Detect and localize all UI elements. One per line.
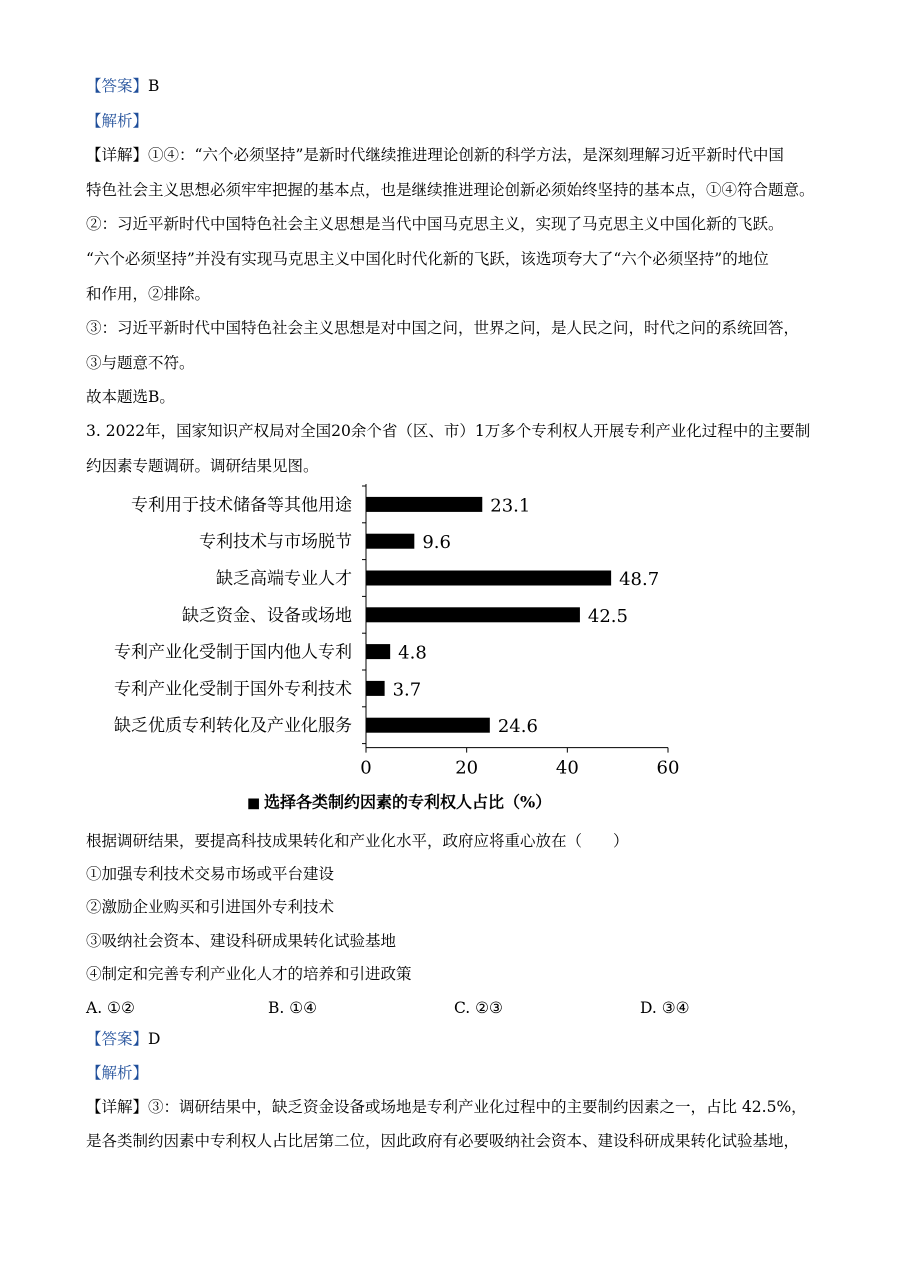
detail-line-4: “六个必须坚持”并没有实现马克思主义中国化时代化新的飞跃，该选项夸大了“六个必须坚持”的地位 [86,250,769,268]
data-label: 42.5 [587,605,628,627]
option-c[interactable]: C. ②③ [454,999,503,1017]
detail-line-2: 特色社会主义思想必须牢牢把握的基本点，也是继续推进理论创新必须始终坚持的基本点，①④符合题意。 [86,181,815,199]
bar [366,644,390,659]
detail-line-7: ③与题意不符。 [86,354,195,372]
category-label: 缺乏高端专业人才 [216,569,352,589]
category-label: 专利用于技术储备等其他用途 [131,495,352,516]
detail2-line-1 [86,1097,807,1117]
x-tick-label: 40 [555,757,579,779]
bar [366,681,385,696]
bar [366,571,611,586]
data-label: 24.6 [497,716,538,738]
data-label: 3.7 [392,679,422,701]
detail2-line-2: 是各类制约因素中专利权人占比居第二位，因此政府有必要吸纳社会资本、建设科研成果转化试验基地， [86,1132,800,1150]
bar [366,497,482,512]
data-label: 9.6 [422,532,451,554]
answer-tag: 【答案】 [86,1030,149,1048]
analysis-tag: 【解析】 [86,112,149,130]
answer-tag: 【答案】 [86,77,149,95]
category-label: 缺乏优质专利转化及产业化服务 [114,716,352,737]
question-3-line-1: 3. 2022年，国家知识产权局对全国20余个省（区、市）1万多个专利权人开展专利产业化过程中的主要制 [86,422,811,440]
question-3-line-2: 约因素专题调研。调研结果见图。 [86,457,319,475]
x-tick-label: 20 [455,757,479,779]
bar [366,718,490,733]
bar [366,607,580,622]
conclusion-line: 故本题选B。 [86,388,175,406]
detail-line-1 [86,145,784,165]
answer-line-1 [86,76,159,96]
bar-chart-svg [90,480,730,810]
category-label: 专利产业化受制于国外专利技术 [114,679,352,700]
answer-value: B [148,77,160,95]
statement-2: ②激励企业购买和引进国外专利技术 [86,898,335,916]
statement-4: ④制定和完善专利产业化人才的培养和引进政策 [86,965,412,983]
detail-tag: 【详解】 [86,146,149,164]
data-label: 48.7 [619,569,660,590]
detail-text: ③：调研结果中，缺乏资金设备或场地是专利产业化过程中的主要制约因素之一，占比 42.5%， [148,1098,807,1116]
data-label: 4.8 [398,642,427,664]
detail-line-6: ③：习近平新时代中国特色社会主义思想是对中国之问，世界之问，是人民之问，时代之问的系统回答， [86,319,800,337]
statement-3: ③吸纳社会资本、建设科研成果转化试验基地 [86,932,397,950]
detail-tag: 【详解】 [86,1098,149,1116]
data-label: 23.1 [490,495,531,517]
x-tick-label: 0 [360,757,372,779]
option-b[interactable]: B. ①④ [268,999,318,1017]
statement-1: ①加强专利技术交易市场或平台建设 [86,865,335,883]
bar [366,534,414,549]
question-stem: 根据调研结果，要提高科技成果转化和产业化水平，政府应将重心放在（ ） [86,832,629,850]
detail-text: ①④：“六个必须坚持”是新时代继续推进理论创新的科学方法，是深刻理解习近平新时代中国 [148,146,784,164]
legend-marker: ■ [247,795,261,810]
legend-label: 选择各类制约因素的专利权人占比（%） [264,792,552,810]
option-a[interactable]: A. ①② [86,999,135,1017]
category-label: 缺乏资金、设备或场地 [182,605,352,626]
detail-line-5: 和作用，②排除。 [86,285,211,303]
category-label: 专利技术与市场脱节 [199,532,352,553]
category-label: 专利产业化受制于国内他人专利 [114,642,352,663]
option-d[interactable]: D. ③④ [640,999,690,1017]
answer-value: D [148,1030,161,1048]
answer-line-2 [86,1029,160,1049]
x-tick-label: 60 [656,757,680,779]
detail-line-3: ②：习近平新时代中国特色社会主义思想是当代中国马克思主义，实现了马克思主义中国化新的飞跃。 [86,215,784,233]
analysis-tag: 【解析】 [86,1064,149,1082]
bar-chart [90,480,730,810]
